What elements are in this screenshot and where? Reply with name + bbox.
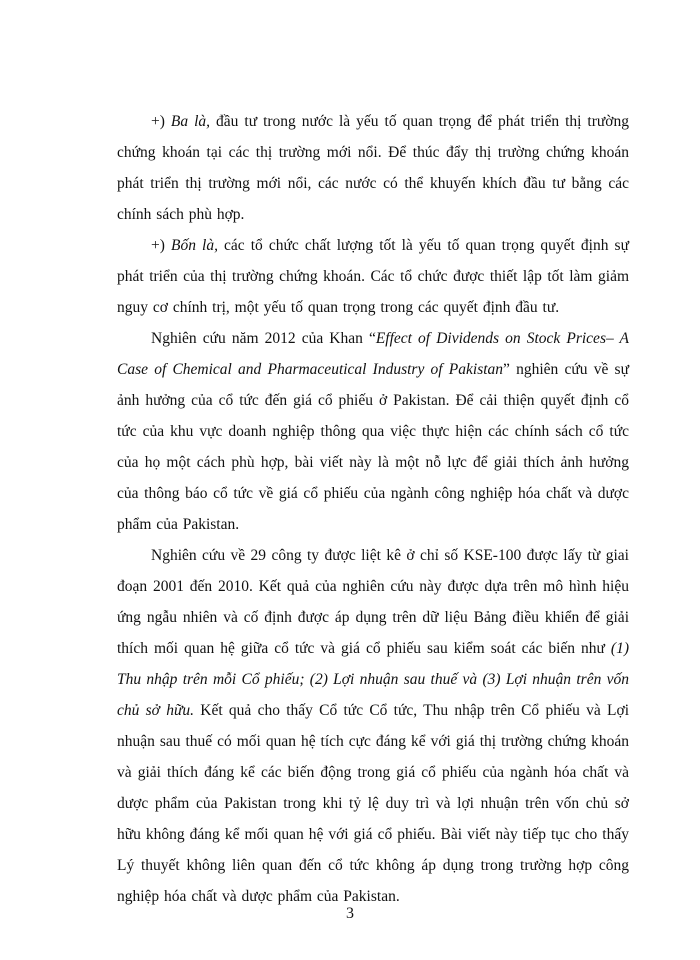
page-number: 3: [346, 905, 354, 922]
text-run: các tổ chức chất lượng tốt là yếu tố quan trọng quyết định sự phát triển của thị trường chứng khoán. Các tổ chức được thiết lập tốt làm giảm nguy cơ chính trị, một yếu tố quan trọng trong các quyết định đầu tư.: [117, 237, 629, 316]
text-run: +): [151, 113, 171, 130]
paper-title: Effect of Dividends on Stock Prices– A Case of Chemical and Pharmaceutical Industry of Pakistan: [117, 330, 629, 378]
text-run: Nghiên cứu về 29 công ty được liệt kê ở chỉ số KSE-100 được lấy từ giai đoạn 2001 đến 2010. Kết quả của nghiên cứu này được dựa trên mô hình hiệu ứng ngẫu nhiên và cố định được áp dụng trên dữ liệu Bảng điều khiển để giải thích mối quan hệ giữa cổ tức và giá cổ phiếu sau kiểm soát các biến như: [117, 547, 629, 657]
paragraph-ba-la: [117, 106, 629, 230]
italic-run: Ba là,: [170, 113, 211, 130]
paragraph-khan-study: [117, 323, 629, 540]
text-run: Kết quả cho thấy Cổ tức Cổ tức, Thu nhập trên Cổ phiếu và Lợi nhuận sau thuế có mối quan hệ tích cực đáng kể với giá thị trường chứng khoán và giải thích đáng kể các biến động trong giá cổ phiếu của ngành hóa chất và dược phẩm của Pakistan trong khi tỷ lệ duy trì và lợi nhuận trên vốn chủ sở hữu không đáng kể mối quan hệ với giá cổ phiếu. Bài viết này tiếp tục cho thấy Lý thuyết không liên quan đến cổ tức không áp dụng trong trường hợp công nghiệp hóa chất và dược phẩm của Pakistan.: [117, 702, 629, 905]
text-run: ” nghiên cứu về sự ảnh hưởng của cổ tức đến giá cổ phiếu ở Pakistan. Để cải thiện quyết định cổ tức của khu vực doanh nghiệp thông qua việc thực hiện các chính sách cổ tức của họ một cách phù hợp, bài viết này là một nỗ lực để giải thích ảnh hưởng của thông báo cổ tức về giá cổ phiếu của ngành công nghiệp hóa chất và dược phẩm của Pakistan.: [117, 361, 629, 533]
italic-run: Bốn là,: [170, 237, 218, 254]
italic-run: (1) Thu nhập trên mỗi Cổ phiếu; (2) Lợi nhuận sau thuế và (3) Lợi nhuận trên vốn chủ sở hữu.: [117, 640, 629, 719]
text-run: đầu tư trong nước là yếu tố quan trọng để phát triển thị trường chứng khoán tại các thị trường mới nổi. Để thúc đẩy thị trường chứng khoán phát triển thị trường mới nổi, các nước có thể khuyến khích đầu tư bằng các chính sách phù hợp.: [117, 113, 629, 223]
paragraph-kse-study: [117, 540, 629, 912]
paragraph-bon-la: [117, 230, 629, 323]
text-run: Nghiên cứu năm 2012 của Khan “: [151, 330, 376, 347]
text-run: +): [151, 237, 171, 254]
body-text: [117, 106, 629, 912]
